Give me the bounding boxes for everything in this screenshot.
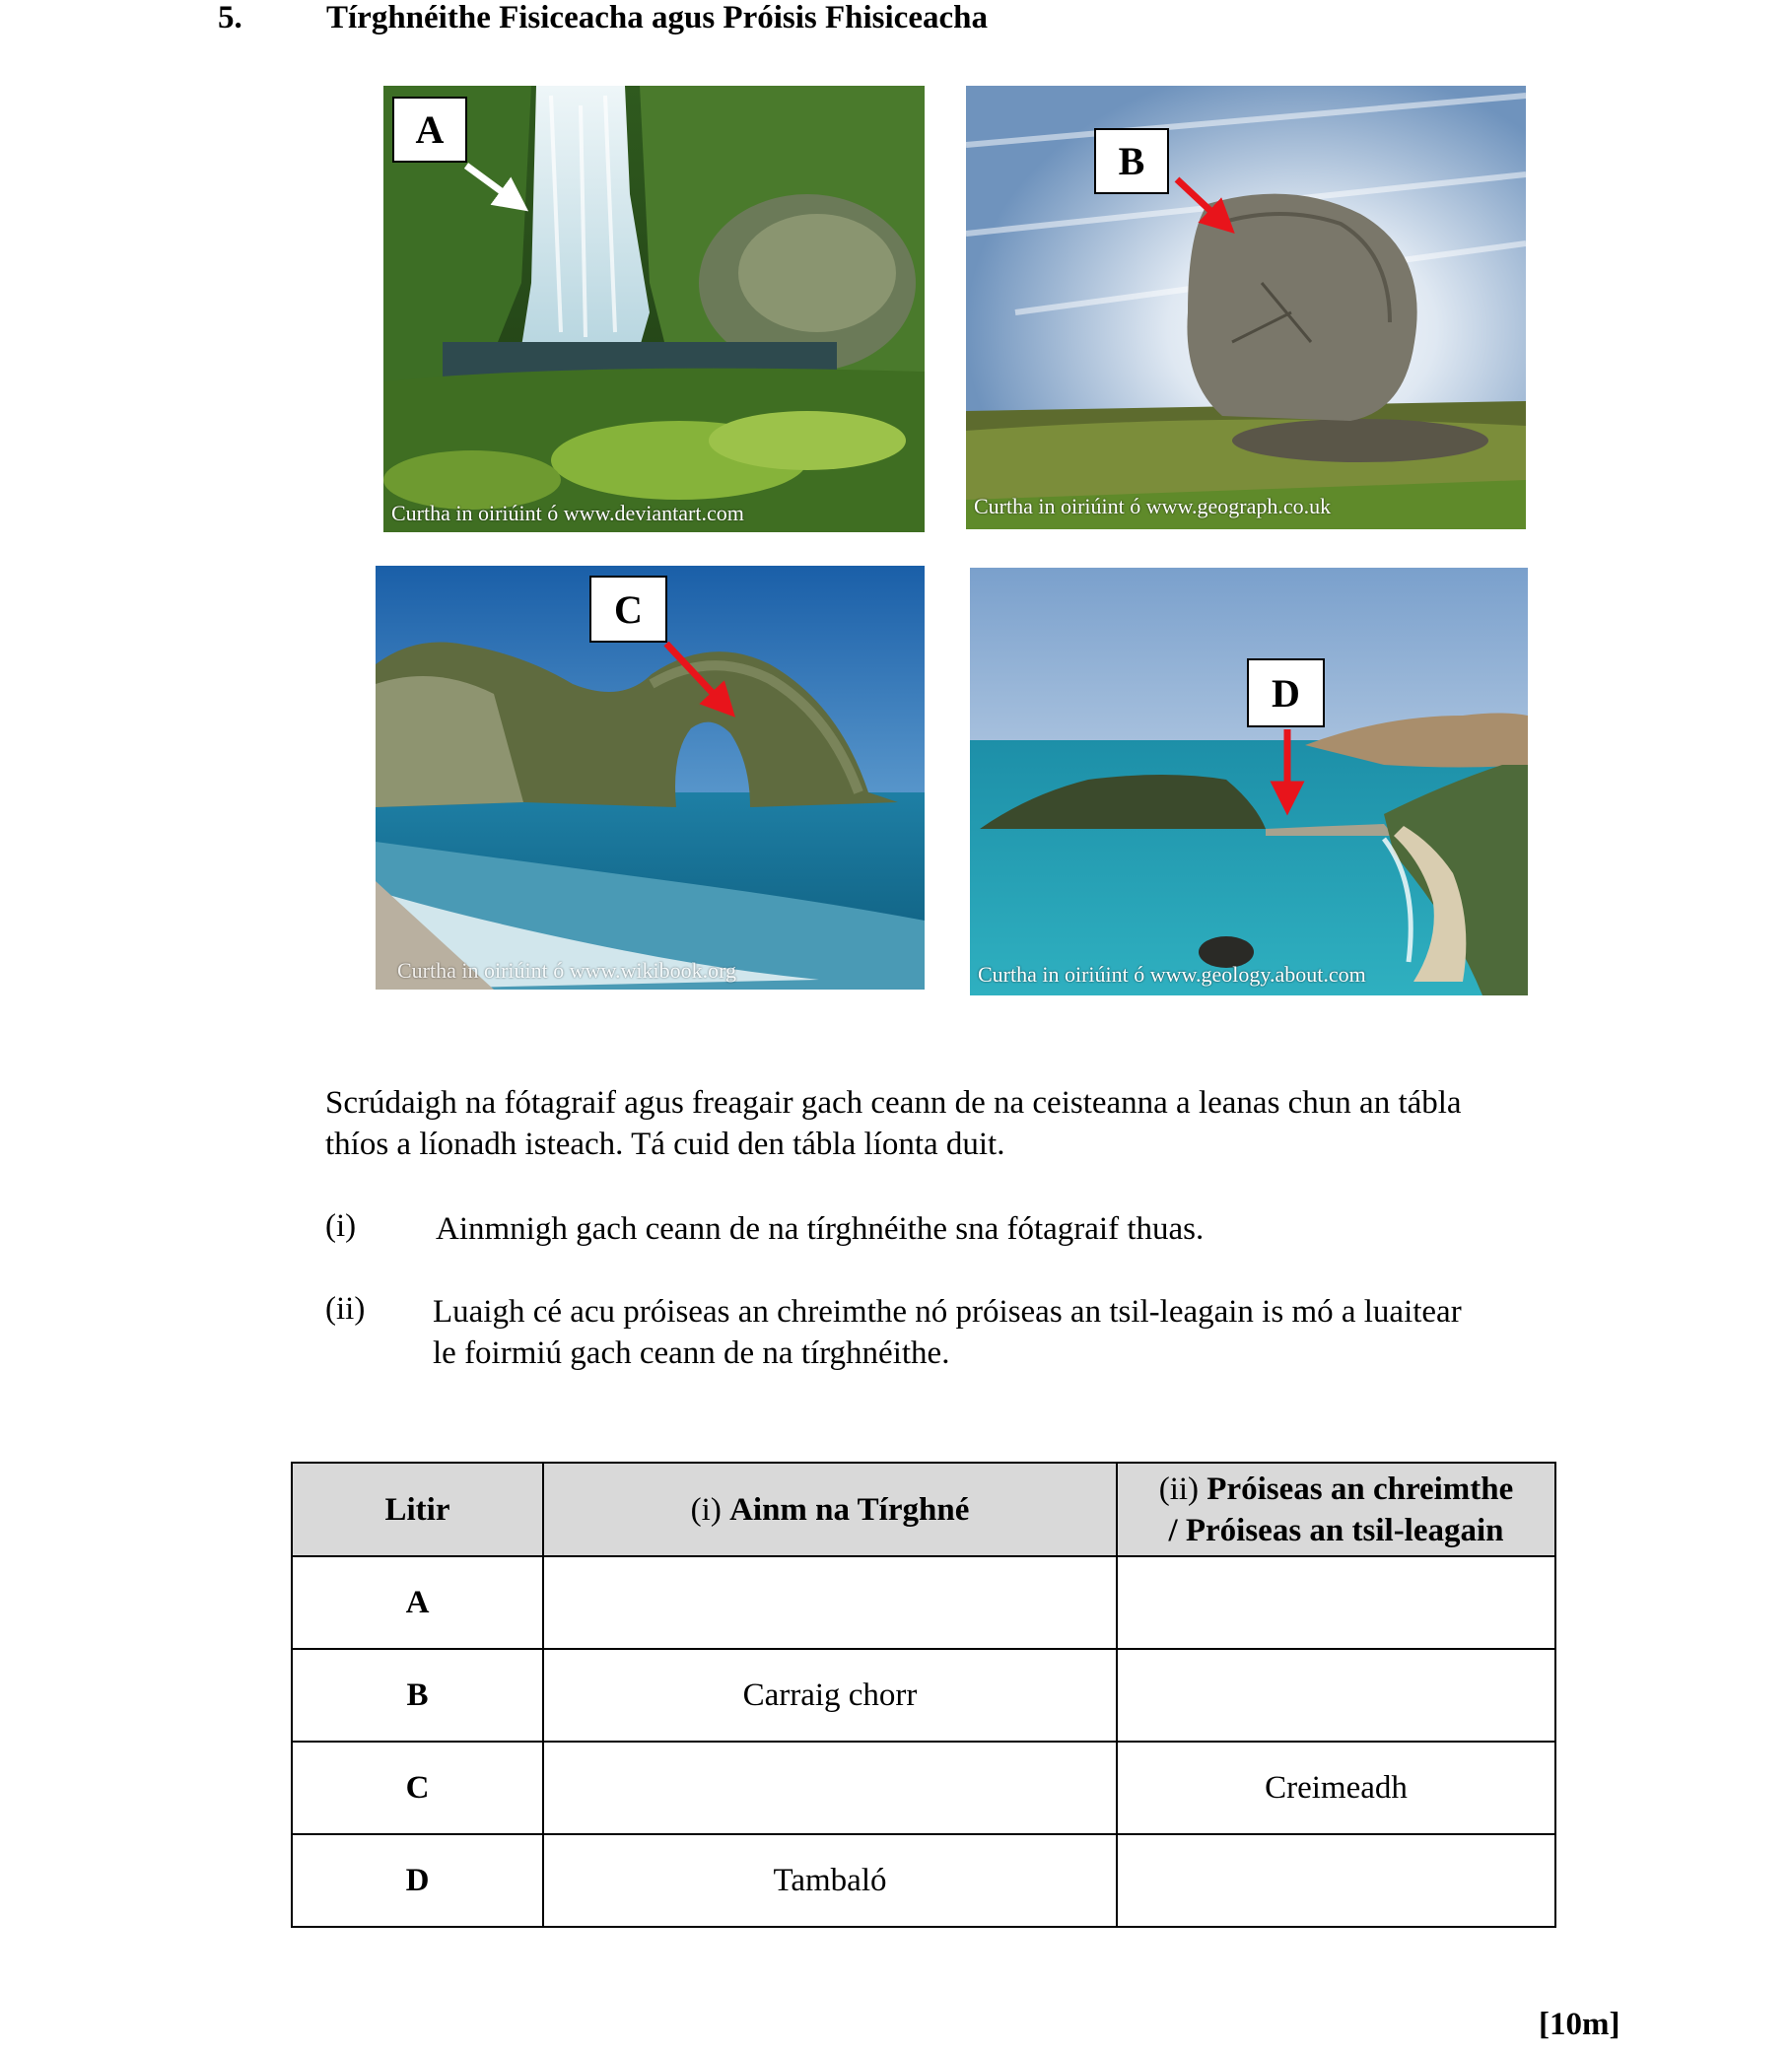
photo-d-credit: Curtha in oiriúint ó www.geology.about.com	[978, 962, 1366, 987]
label-b: B	[1094, 128, 1169, 194]
photo-b-credit: Curtha in oiriúint ó www.geograph.co.uk	[974, 494, 1332, 518]
part-ii-line-2: le foirmiú gach ceann de na tírghnéithe.	[433, 1335, 950, 1371]
process-cell[interactable]	[1117, 1649, 1555, 1742]
feature-name-cell[interactable]: Tambaló	[543, 1834, 1117, 1927]
marks-total: [10m]	[1539, 2007, 1620, 2042]
row-letter: D	[292, 1834, 543, 1927]
photo-b-boulder	[966, 86, 1526, 529]
instructions-line-2: thíos a líonadh isteach. Tá cuid den tábla líonta duit.	[325, 1127, 1005, 1162]
label-d: D	[1247, 658, 1325, 727]
feature-name-cell[interactable]	[543, 1556, 1117, 1649]
photo-c-credit: Curtha in oiriúint ó www.wikibook.org	[397, 958, 737, 983]
row-letter: C	[292, 1742, 543, 1834]
header-name-prefix: (i)	[690, 1491, 722, 1528]
header-letter: Litir	[292, 1463, 543, 1556]
header-feature-name	[543, 1463, 1117, 1556]
tombolo-image	[970, 568, 1528, 995]
photo-d-tombolo	[970, 568, 1528, 995]
question-title: Tírghnéithe Fisiceacha agus Próisis Fhisiceacha	[326, 0, 988, 35]
instructions-paragraph	[325, 1082, 1462, 1165]
header-process-bold-1: Próiseas an chreimthe	[1206, 1471, 1514, 1507]
question-number: 5.	[218, 0, 242, 35]
table-row	[292, 1834, 1555, 1927]
table-row	[292, 1649, 1555, 1742]
part-ii-text	[433, 1291, 1462, 1374]
part-i-text: Ainmnigh gach ceann de na tírghnéithe sna fótagraif thuas.	[436, 1211, 1205, 1247]
header-process-prefix: (ii)	[1158, 1471, 1200, 1507]
answer-table	[291, 1462, 1556, 1928]
part-ii-line-1: Luaigh cé acu próiseas an chreimthe nó próiseas an tsil-leagain is mó a luaitear	[433, 1294, 1462, 1330]
feature-name-cell[interactable]	[543, 1742, 1117, 1834]
header-process-bold-2: / Próiseas an tsil-leagain	[1168, 1512, 1504, 1548]
label-c: C	[589, 576, 667, 643]
row-letter: B	[292, 1649, 543, 1742]
label-a: A	[392, 97, 467, 163]
boulder-image	[966, 86, 1526, 529]
table-row	[292, 1742, 1555, 1834]
part-ii-marker: (ii)	[325, 1291, 366, 1327]
process-cell[interactable]	[1117, 1834, 1555, 1927]
process-cell[interactable]: Creimeadh	[1117, 1742, 1555, 1834]
header-process	[1117, 1463, 1555, 1556]
row-letter: A	[292, 1556, 543, 1649]
header-name-bold: Ainm na Tírghné	[729, 1491, 970, 1528]
table-header-row	[292, 1463, 1555, 1556]
photo-a-credit: Curtha in oiriúint ó www.deviantart.com	[391, 501, 744, 525]
feature-name-cell[interactable]: Carraig chorr	[543, 1649, 1117, 1742]
instructions-line-1: Scrúdaigh na fótagraif agus freagair gach ceann de na ceisteanna a leanas chun an tábla	[325, 1085, 1462, 1121]
part-i-marker: (i)	[325, 1208, 357, 1244]
table-row	[292, 1556, 1555, 1649]
process-cell[interactable]	[1117, 1556, 1555, 1649]
